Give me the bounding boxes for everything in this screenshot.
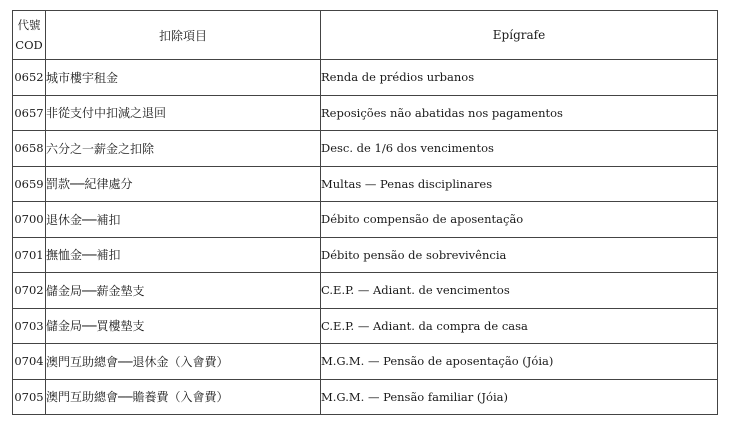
table-row (13, 95, 718, 131)
row-epigrafe: C.E.P. — Adiant. da compra de casa (321, 308, 718, 344)
row-item: 澳門互助總會──退休金（入會費） (46, 344, 321, 380)
row-code: 0657 (13, 95, 46, 131)
row-item: 退休金──補扣 (46, 202, 321, 238)
row-epigrafe: Desc. de 1/6 dos vencimentos (321, 131, 718, 167)
row-item: 儲金局──薪金墊支 (46, 273, 321, 309)
table-row (13, 237, 718, 273)
table-row (13, 344, 718, 380)
table-row (13, 308, 718, 344)
row-item: 非從支付中扣減之退回 (46, 95, 321, 131)
row-epigrafe: Reposições não abatidas nos pagamentos (321, 95, 718, 131)
row-epigrafe: M.G.M. — Pensão de aposentação (Jóia) (321, 344, 718, 380)
row-epigrafe: Débito compensão de aposentação (321, 202, 718, 238)
row-code: 0701 (13, 237, 46, 273)
table-row (13, 166, 718, 202)
row-code: 0704 (13, 344, 46, 380)
row-epigrafe: Renda de prédios urbanos (321, 60, 718, 96)
row-item: 城市樓宇租金 (46, 60, 321, 96)
row-code: 0703 (13, 308, 46, 344)
row-code: 0705 (13, 379, 46, 415)
row-code: 0658 (13, 131, 46, 167)
code-column-header (13, 11, 46, 60)
row-code: 0700 (13, 202, 46, 238)
row-item: 儲金局──買樓墊支 (46, 308, 321, 344)
row-epigrafe: Débito pensão de sobrevivência (321, 237, 718, 273)
deduction-codes-table (12, 10, 718, 415)
row-item: 澳門互助總會──贍養費（入會費） (46, 379, 321, 415)
row-item: 六分之一薪金之扣除 (46, 131, 321, 167)
row-item: 罰款──紀律處分 (46, 166, 321, 202)
table-row (13, 273, 718, 309)
table-row (13, 379, 718, 415)
row-code: 0659 (13, 166, 46, 202)
table-header-row (13, 11, 718, 60)
row-code: 0702 (13, 273, 46, 309)
code-header-portuguese: COD (15, 38, 43, 52)
table-row (13, 131, 718, 167)
row-epigrafe: C.E.P. — Adiant. de vencimentos (321, 273, 718, 309)
row-epigrafe: M.G.M. — Pensão familiar (Jóia) (321, 379, 718, 415)
code-header-chinese: 代號 (17, 18, 41, 32)
item-column-header: 扣除項目 (46, 11, 321, 60)
table-row (13, 60, 718, 96)
row-item: 撫恤金──補扣 (46, 237, 321, 273)
epigrafe-column-header: Epígrafe (321, 11, 718, 60)
row-epigrafe: Multas — Penas disciplinares (321, 166, 718, 202)
table-row (13, 202, 718, 238)
row-code: 0652 (13, 60, 46, 96)
